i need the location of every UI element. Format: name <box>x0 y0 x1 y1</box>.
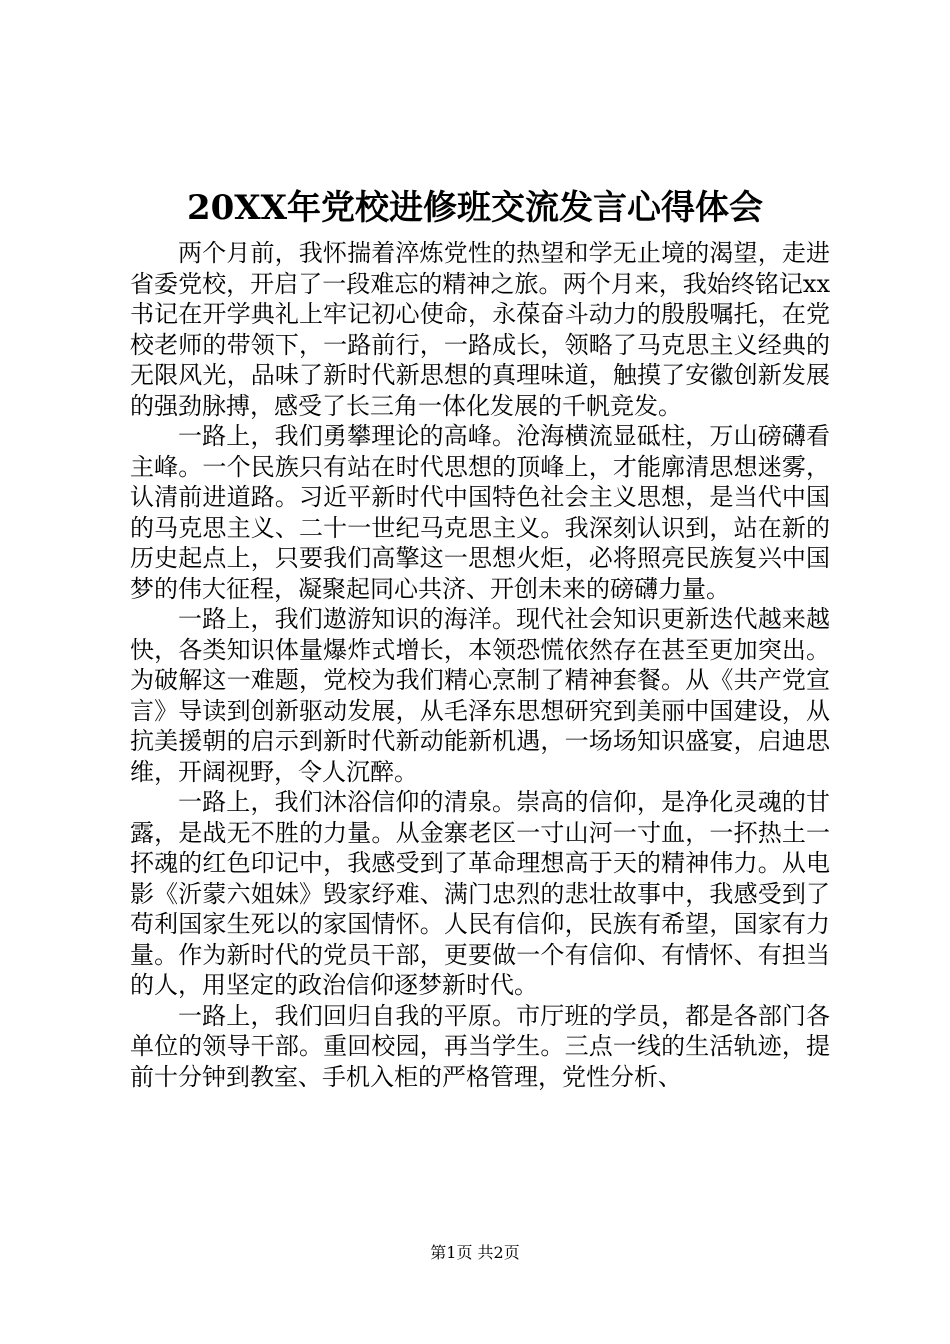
paragraph: 一路上，我们遨游知识的海洋。现代社会知识更新迭代越来越快，各类知识体量爆炸式增长，本领恐慌依然存在甚至更加突出。为破解这一难题，党校为我们精心烹制了精神套餐。从《共产党宣言》导读到创新驱动发展，从毛泽东思想研究到美丽中国建设，从抗美援朝的启示到新时代新动能新机遇，一场场知识盛宴，启迪思维，开阔视野，令人沉醉。 <box>130 605 830 786</box>
paragraph: 一路上，我们回归自我的平原。市厅班的学员，都是各部门各单位的领导干部。重回校园，再当学生。三点一线的生活轨迹，提前十分钟到教室、手机入柜的严格管理，党性分析、 <box>130 1001 830 1091</box>
document-body <box>130 238 830 1092</box>
paragraph: 一路上，我们勇攀理论的高峰。沧海横流显砥柱，万山磅礴看主峰。一个民族只有站在时代思想的顶峰上，才能廓清思想迷雾，认清前进道路。习近平新时代中国特色社会主义思想，是当代中国的马克思主义、二十一世纪马克思主义。我深刻认识到，站在新的历史起点上，只要我们高擎这一思想火炬，必将照亮民族复兴中国梦的伟大征程，凝聚起同心共济、开创未来的磅礴力量。 <box>130 422 830 603</box>
document-title: 20XX年党校进修班交流发言心得体会 <box>186 188 764 228</box>
paragraph: 两个月前，我怀揣着淬炼党性的热望和学无止境的渴望，走进省委党校，开启了一段难忘的精神之旅。两个月来，我始终铭记xx书记在开学典礼上牢记初心使命，永葆奋斗动力的殷殷嘱托，在党校老师的带领下，一路前行，一路成长，领略了马克思主义经典的无限风光，品味了新时代新思想的真理味道，触摸了安徽创新发展的强劲脉搏，感受了长三角一体化发展的千帆竞发。 <box>130 239 830 420</box>
page-footer: 第1页 共2页 <box>430 1243 520 1262</box>
paragraph: 一路上，我们沐浴信仰的清泉。崇高的信仰，是净化灵魂的甘露，是战无不胜的力量。从金寨老区一寸山河一寸血，一抔热土一抔魂的红色印记中，我感受到了革命理想高于天的精神伟力。从电影《沂蒙六姐妹》毁家纾难、满门忠烈的悲壮故事中，我感受到了苟利国家生死以的家国情怀。人民有信仰，民族有希望，国家有力量。作为新时代的党员干部，更要做一个有信仰、有情怀、有担当的人，用坚定的政治信仰逐梦新时代。 <box>130 788 830 999</box>
